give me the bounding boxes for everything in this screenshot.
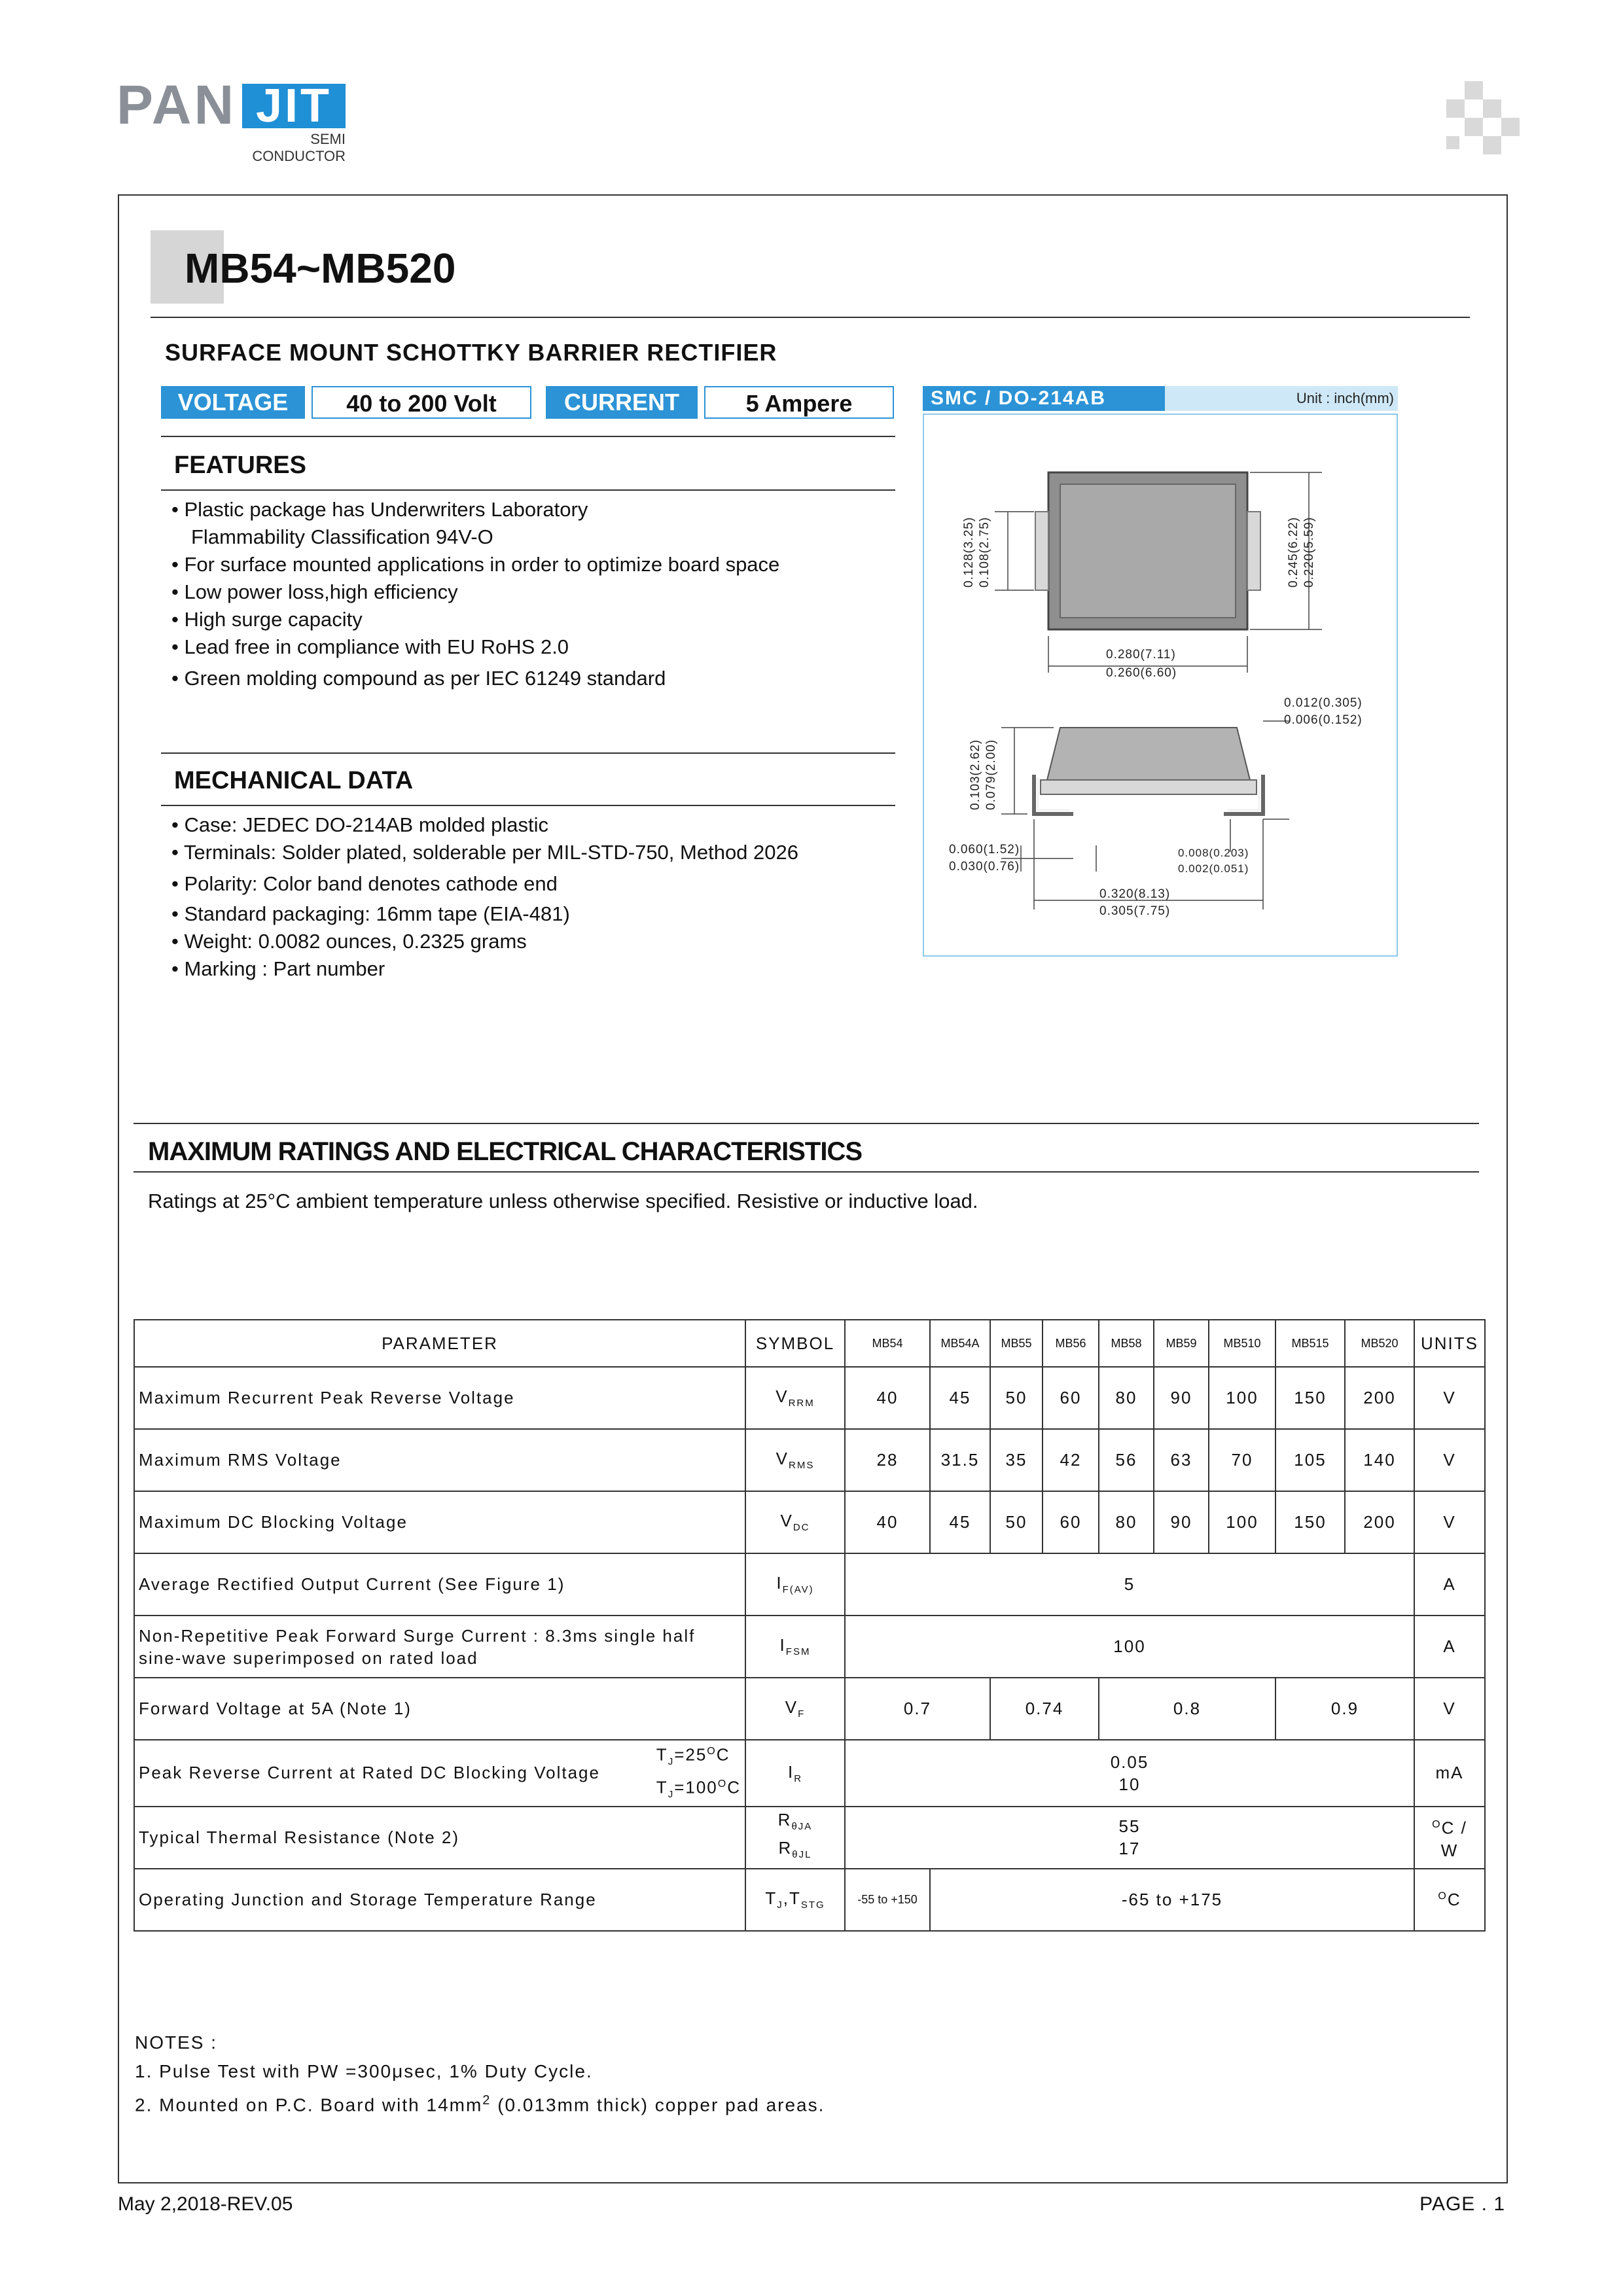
table-row (134, 1553, 1485, 1616)
value-cell: 90 (1154, 1367, 1209, 1429)
dim-label: 0.305(7.75) (1099, 904, 1171, 918)
value-cell: 140 (1345, 1429, 1414, 1491)
value-cell: 0.74 (990, 1678, 1099, 1740)
symbol-cell: $R_{\theta JA}$ $R_{\theta JL}$ (745, 1807, 845, 1869)
table-header-cell: MB520 (1345, 1320, 1414, 1367)
dim-label: 0.260(6.60) (1106, 666, 1177, 680)
ratings-heading: MAXIMUM RATINGS AND ELECTRICAL CHARACTERISTICS (148, 1137, 863, 1166)
dim-label: 0.320(8.13) (1099, 887, 1171, 901)
features-top-line (161, 436, 895, 437)
unit-cell: A (1414, 1616, 1485, 1678)
note-2: 2. Mounted on P.C. Board with $14mm^2$ (0.013mm thick) copper pad areas. (135, 2093, 825, 2115)
dim-label: 0.280(7.11) (1106, 648, 1176, 662)
param-cell: Maximum DC Blocking Voltage (134, 1491, 745, 1553)
value-cell: 42 (1043, 1429, 1099, 1491)
mechanical-list (171, 811, 798, 983)
value-cell: 0.05 10 (845, 1740, 1414, 1807)
unit-cell: $^O$C (1414, 1869, 1485, 1931)
value-cell: 0.9 (1275, 1678, 1414, 1740)
value-cell: 50 (990, 1367, 1043, 1429)
table-row (134, 1491, 1485, 1553)
value-cell: 50 (990, 1491, 1043, 1553)
logo-jit-badge: JIT (242, 84, 346, 128)
logo-sub-line2: CONDUCTOR (252, 148, 346, 164)
package-name: SMC / DO-214AB (923, 386, 1165, 411)
value-cell: 90 (1154, 1491, 1209, 1553)
table-row (134, 1869, 1485, 1931)
dim-label: 0.008(0.203) (1178, 847, 1249, 859)
notes-heading: NOTES : (135, 2032, 218, 2053)
note-1: 1. Pulse Test with PW =300μsec, 1% Duty Cycle. (135, 2061, 593, 2081)
symbol-cell: $I_{FSM}$ (745, 1616, 845, 1678)
package-outline-drawing (923, 414, 1398, 957)
value-cell: 100 (1209, 1367, 1275, 1429)
symbol-cell: $I_{F(AV)}$ (745, 1553, 845, 1616)
dim-label: 0.128(3.25) (962, 516, 976, 588)
symbol-cell: $V_{RRM}$ (745, 1367, 845, 1429)
value-cell: 40 (845, 1491, 930, 1553)
symbol-cell: $T_J,T_{STG}$ (745, 1869, 845, 1931)
list-item: • Marking : Part number (171, 957, 385, 980)
table-header-cell: MB56 (1043, 1320, 1099, 1367)
value-cell: 31.5 (930, 1429, 990, 1491)
table-header-cell: SYMBOL (745, 1320, 845, 1367)
mechanical-bottom-line (161, 805, 895, 806)
value-cell: 200 (1345, 1367, 1414, 1429)
symbol-cell: $V_{DC}$ (745, 1491, 845, 1553)
value-cell: 40 (845, 1367, 930, 1429)
param-cell: Maximum RMS Voltage (134, 1429, 745, 1491)
value-cell: 60 (1043, 1367, 1099, 1429)
current-tag: CURRENT (546, 386, 698, 419)
value-cell: -65 to +175 (930, 1869, 1414, 1931)
value-cell: 63 (1154, 1429, 1209, 1491)
unit-cell: V (1414, 1678, 1485, 1740)
param-cell: Operating Junction and Storage Temperature Range (134, 1869, 745, 1931)
notes-section (135, 2028, 825, 2119)
unit-cell: V (1414, 1491, 1485, 1553)
table-header-cell: MB54 (845, 1320, 930, 1367)
table-header-cell: PARAMETER (134, 1320, 745, 1367)
unit-cell: mA (1414, 1740, 1485, 1807)
list-item: • Polarity: Color band denotes cathode end (171, 872, 558, 895)
list-item: Flammability Classification 94V-O (191, 525, 493, 548)
dim-label: 0.245(6.22) (1287, 516, 1300, 588)
list-item: • High surge capacity (171, 608, 363, 631)
value-cell: -55 to +150 (845, 1869, 930, 1931)
unit-cell: A (1414, 1553, 1485, 1616)
list-item: • Lead free in compliance with EU RoHS 2.0 (171, 635, 569, 658)
value-cell: 55 17 (845, 1807, 1414, 1869)
dim-label: 0.006(0.152) (1284, 713, 1363, 727)
ratings-note: Ratings at 25°C ambient temperature unless otherwise specified. Resistive or inductive load. (148, 1190, 978, 1212)
current-value: 5 Ampere (704, 386, 894, 419)
list-item: • Weight: 0.0082 ounces, 0.2325 grams (171, 930, 527, 953)
value-cell: 0.7 (845, 1678, 990, 1740)
footer-date: May 2,2018-REV.05 (118, 2193, 293, 2215)
param-cell: Average Rectified Output Current (See Figure 1) (134, 1553, 745, 1616)
value-cell: 80 (1099, 1367, 1154, 1429)
features-bottom-line (161, 489, 895, 491)
dim-label: 0.108(2.75) (978, 516, 991, 588)
list-item: • Plastic package has Underwriters Laboratory (171, 498, 588, 521)
table-header-cell: MB58 (1099, 1320, 1154, 1367)
value-cell: 100 (1209, 1491, 1275, 1553)
table-header-row (134, 1320, 1485, 1367)
symbol-cell: $V_F$ (745, 1678, 845, 1740)
mechanical-heading: MECHANICAL DATA (174, 767, 414, 794)
ratings-table (134, 1319, 1486, 1932)
value-cell: 200 (1345, 1491, 1414, 1553)
dim-label: 0.079(2.00) (984, 739, 998, 810)
dim-label: 0.220(5.59) (1302, 516, 1316, 588)
table-header-cell: MB510 (1209, 1320, 1275, 1367)
product-subtitle: SURFACE MOUNT SCHOTTKY BARRIER RECTIFIER (165, 339, 777, 366)
value-cell: 35 (990, 1429, 1043, 1491)
table-header-cell: MB54A (930, 1320, 990, 1367)
table-row (134, 1807, 1485, 1869)
symbol-cell: $I_R$ (745, 1740, 845, 1807)
value-cell: 0.8 (1099, 1678, 1275, 1740)
param-cell: Non-Repetitive Peak Forward Surge Current : 8.3ms single half sine-wave superimposed on rated load (134, 1616, 745, 1678)
table-row (134, 1740, 1485, 1807)
value-cell: 45 (930, 1491, 990, 1553)
table-row (134, 1678, 1485, 1740)
ratings-top-line (134, 1123, 1479, 1124)
features-list (171, 496, 779, 692)
list-item: • For surface mounted applications in order to optimize board space (171, 553, 780, 576)
value-cell: 70 (1209, 1429, 1275, 1491)
list-item: • Case: JEDEC DO-214AB molded plastic (171, 813, 548, 836)
table-row (134, 1429, 1485, 1491)
list-item: • Green molding compound as per IEC 61249 standard (171, 667, 666, 690)
value-cell: 28 (845, 1429, 930, 1491)
value-cell: 150 (1275, 1491, 1345, 1553)
table-header-cell: MB515 (1275, 1320, 1345, 1367)
table-row (134, 1616, 1485, 1678)
unit-cell: V (1414, 1367, 1485, 1429)
param-cell: Maximum Recurrent Peak Reverse Voltage (134, 1367, 745, 1429)
dim-label: 0.012(0.305) (1284, 696, 1363, 710)
table-header-cell: MB59 (1154, 1320, 1209, 1367)
voltage-tag: VOLTAGE (161, 386, 305, 419)
value-cell: 45 (930, 1367, 990, 1429)
page-title: MB54~MB520 (185, 245, 456, 292)
mechanical-top-line (161, 752, 895, 754)
list-item: • Terminals: Solder plated, solderable per MIL-STD-750, Method 2026 (171, 841, 799, 864)
unit-cell: V (1414, 1429, 1485, 1491)
table-header-cell: MB55 (990, 1320, 1043, 1367)
value-cell: 150 (1275, 1367, 1345, 1429)
logo-subtitle (242, 131, 346, 165)
param-cell: Forward Voltage at 5A (Note 1) (134, 1678, 745, 1740)
dim-label: 0.030(0.76) (949, 860, 1020, 874)
dim-label: 0.103(2.62) (969, 739, 982, 810)
value-cell: 105 (1275, 1429, 1345, 1491)
ratings-bottom-line (134, 1171, 1479, 1173)
dim-label: 0.002(0.051) (1178, 862, 1249, 875)
package-unit: Unit : inch(mm) (1296, 390, 1394, 406)
table-row (134, 1367, 1485, 1429)
value-cell: 100 (845, 1616, 1414, 1678)
unit-cell: $^O$C / W (1414, 1807, 1485, 1869)
features-heading: FEATURES (174, 451, 306, 479)
value-cell: 60 (1043, 1491, 1099, 1553)
value-cell: 5 (845, 1553, 1414, 1616)
param-cell: Peak Reverse Current at Rated DC Blocking Voltage $T_J=25^OC$ $T_J=100^OC$ (134, 1740, 745, 1807)
voltage-value: 40 to 200 Volt (312, 386, 531, 419)
value-cell: 80 (1099, 1491, 1154, 1553)
logo-sub-line1: SEMI (310, 131, 346, 147)
list-item: • Standard packaging: 16mm tape (EIA-481) (171, 902, 570, 925)
table-header-cell: UNITS (1414, 1320, 1485, 1367)
symbol-cell: $V_{RMS}$ (745, 1429, 845, 1491)
footer-page: PAGE . 1 (1419, 2193, 1505, 2215)
value-cell: 56 (1099, 1429, 1154, 1491)
param-cell: Typical Thermal Resistance (Note 2) (134, 1807, 745, 1869)
logo-pan-text: PAN (116, 74, 237, 135)
title-divider (151, 317, 1470, 318)
dim-label: 0.060(1.52) (949, 843, 1020, 857)
list-item: • Low power loss,high efficiency (171, 580, 458, 603)
